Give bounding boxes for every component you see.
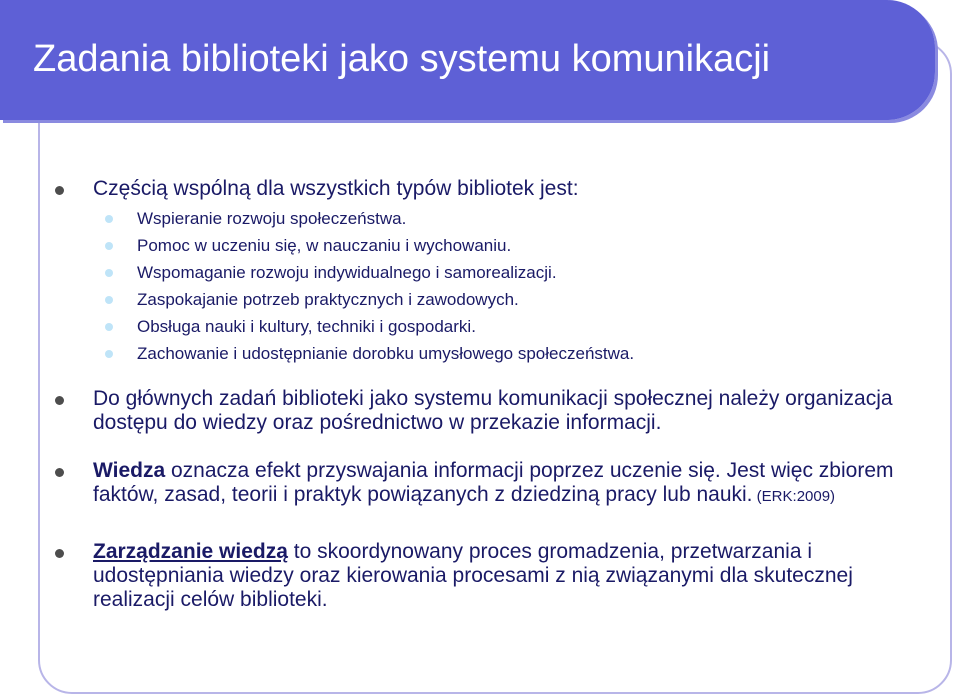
bullet-text: to skoordynowany proces gromadzenia, przetwarzania i udostępniania wiedzy oraz kierowania procesami z nią związanymi dla skutecznej realizacji celów biblioteki. [93, 540, 853, 611]
sub-bullet-dot-icon [105, 296, 113, 304]
sub-bullet-text: Pomoc w uczeniu się, w nauczaniu i wychowaniu. [137, 236, 512, 255]
sub-bullet-text: Zachowanie i udostępnianie dorobku umysłowego społeczeństwa. [137, 344, 635, 363]
sub-bullet-list [55, 205, 935, 367]
bullet-dot-icon [55, 468, 64, 477]
bullet-text: Do głównych zadań biblioteki jako systemu komunikacji społecznej należy organizacja dostępu do wiedzy oraz pośrednictwo w przekazie informacji. [93, 387, 893, 434]
bullet-item-main-tasks [55, 387, 935, 435]
sub-bullet-text: Zaspokajanie potrzeb praktycznych i zawodowych. [137, 290, 519, 309]
sub-bullet-item [103, 232, 935, 259]
source-citation: (ERK:2009) [752, 488, 836, 505]
sub-bullet-text: Wspomaganie rozwoju indywidualnego i samorealizacji. [137, 263, 557, 282]
sub-bullet-item [103, 205, 935, 232]
slide-title: Zadania biblioteki jako systemu komunikacji [33, 38, 771, 80]
bullet-dot-icon [55, 549, 64, 558]
bullet-text: Częścią wspólną dla wszystkich typów bibliotek jest: [93, 177, 579, 200]
sub-bullet-text: Wspieranie rozwoju społeczeństwa. [137, 209, 407, 228]
sub-bullet-dot-icon [105, 323, 113, 331]
slide-content [55, 170, 935, 612]
sub-bullet-item [103, 259, 935, 286]
term-knowledge-management: Zarządzanie wiedzą [93, 540, 288, 563]
bullet-text: oznacza efekt przyswajania informacji poprzez uczenie się. Jest więc zbiorem faktów, zasad, teorii i praktyk powiązanych z dziedziną pracy lub nauki. [93, 459, 894, 506]
bullet-dot-icon [55, 396, 64, 405]
sub-bullet-dot-icon [105, 269, 113, 277]
bullet-item-knowledge-management [55, 540, 935, 612]
sub-bullet-item [103, 286, 935, 313]
sub-bullet-dot-icon [105, 242, 113, 250]
bullet-dot-icon [55, 186, 64, 195]
title-bar [0, 0, 935, 120]
bullet-item-common-tasks [55, 177, 935, 367]
sub-bullet-dot-icon [105, 215, 113, 223]
bullet-item-knowledge [55, 459, 935, 509]
sub-bullet-text: Obsługa nauki i kultury, techniki i gospodarki. [137, 317, 476, 336]
sub-bullet-dot-icon [105, 350, 113, 358]
term-knowledge: Wiedza [93, 459, 166, 482]
sub-bullet-item [103, 313, 935, 340]
sub-bullet-item [103, 340, 935, 367]
